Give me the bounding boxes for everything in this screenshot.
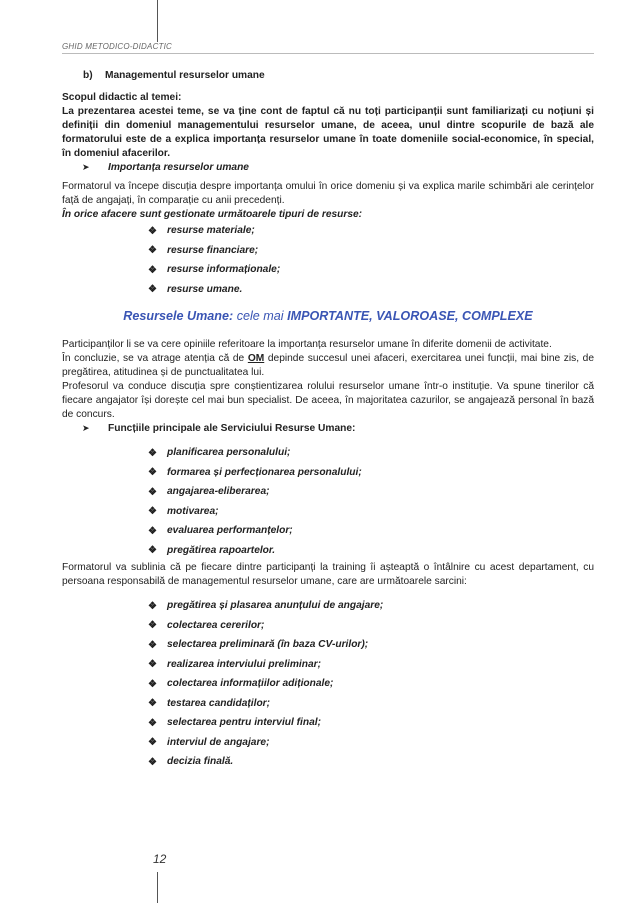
list-item: ❖ resurse informaționale; — [148, 264, 281, 276]
list-item: ❖ testarea candidaților; — [148, 697, 271, 710]
four-diamond-bullet-icon: ❖ — [148, 467, 157, 479]
importance-paragraph: Formatorul va începe discuția despre importanța omului în orice domeniu și va explica marile schimbări ale cerințelor față de angajați, în comparație cu anii precedenți. — [62, 180, 594, 206]
four-diamond-bullet-icon: ❖ — [148, 756, 157, 768]
four-diamond-bullet-icon: ❖ — [148, 264, 157, 276]
four-diamond-bullet-icon: ❖ — [148, 245, 157, 257]
functions-heading-text: Funcțiile principale ale Serviciului Resurse Umane: — [108, 422, 356, 434]
arrow-bullet-icon: ➤ — [82, 161, 90, 172]
banner-emphasis: IMPORTANTE, VALOROASE, COMPLEXE — [287, 308, 533, 323]
trainer-paragraph: Formatorul va sublinia că pe fiecare dintre participanți la training îi așteaptă o întâlnire cu acest departament, cu persoana responsabilă de managementul resurselor umane, care are următoarele sarcini: — [62, 561, 594, 587]
banner-middle: cele mai — [236, 308, 284, 323]
four-diamond-bullet-icon: ❖ — [148, 620, 157, 632]
list-item: ❖ colectarea informațiilor adiționale; — [148, 678, 334, 690]
header-rule — [62, 53, 594, 54]
four-diamond-bullet-icon: ❖ — [148, 225, 157, 237]
list-item: ❖ evaluarea performanțelor; — [148, 525, 293, 537]
list-item: ❖ selectarea pentru interviul final; — [148, 717, 321, 729]
functions-list — [62, 444, 594, 561]
tasks-list — [62, 597, 594, 773]
running-header: GHID METODICO-DIDACTIC — [62, 42, 173, 51]
participants-paragraph: Participanților li se va cere opiniile referitoare la importanța resurselor umane în diferite domenii de activitate. — [62, 338, 552, 350]
four-diamond-bullet-icon: ❖ — [148, 737, 157, 749]
highlight-banner — [62, 308, 594, 325]
four-diamond-bullet-icon: ❖ — [148, 545, 157, 557]
four-diamond-bullet-icon: ❖ — [148, 698, 157, 710]
functions-heading — [82, 422, 594, 436]
list-item: ❖ motivarea; — [148, 505, 219, 518]
four-diamond-bullet-icon: ❖ — [148, 717, 157, 729]
four-diamond-bullet-icon: ❖ — [148, 284, 157, 296]
list-item: ❖ decizia finală. — [148, 756, 234, 768]
list-item: ❖ resurse umane. — [148, 283, 243, 296]
section-label: b) — [83, 70, 93, 81]
arrow-bullet-icon: ➤ — [82, 422, 90, 433]
section-title: Managementul resurselor umane — [105, 70, 265, 81]
four-diamond-bullet-icon: ❖ — [148, 447, 157, 459]
list-item: ❖ angajarea-eliberarea; — [148, 486, 270, 498]
conclusion-paragraph: În concluzie, se va atrage atenția că de OM depinde succesul unei afaceri, exercitarea unei funcții, mai bine zis, de pregătirea, atitudinea și de punctualitatea lui. — [62, 352, 594, 378]
list-item: ❖ selectarea preliminară (în baza CV-urilor); — [148, 639, 369, 651]
importance-heading-text: Importanța resurselor umane — [108, 161, 249, 173]
section-heading — [83, 69, 594, 83]
list-item: ❖ pregătirea și plasarea anunțului de angajare; — [148, 600, 384, 612]
four-diamond-bullet-icon: ❖ — [148, 486, 157, 498]
list-item: ❖ pregătirea rapoartelor. — [148, 544, 276, 557]
banner-lead: Resursele Umane: — [123, 308, 234, 323]
list-item: ❖ resurse financiare; — [148, 244, 259, 257]
four-diamond-bullet-icon: ❖ — [148, 678, 157, 690]
four-diamond-bullet-icon: ❖ — [148, 639, 157, 651]
resources-list — [62, 222, 594, 300]
professor-paragraph: Profesorul va conduce discuția spre conștientizarea rolului resurselor umane într-o instituție. Va spune tinerilor că fiecare angajator își dorește cel mai bun specialist. De aceea, în majoritatea cazurilor, se angajează personal în bază de concurs. — [62, 380, 594, 420]
om-emphasis: OM — [247, 352, 265, 364]
four-diamond-bullet-icon: ❖ — [148, 600, 157, 612]
page-number: 12 — [153, 852, 167, 866]
importance-heading — [82, 161, 594, 175]
scope-paragraph: La prezentarea acestei teme, se va ține cont de faptul că nu toți participanții sunt familiarizați cu noțiuni și definiții din domeniul managementului resurselor umane, de aceea, unul dintre scopurile de bază ale formatorului este de a explica importanța resurselor umane în toate domeniile social-economice, în special, în domeniul afacerilor. — [62, 105, 594, 159]
list-item: ❖ planificarea personalului; — [148, 447, 291, 459]
four-diamond-bullet-icon: ❖ — [148, 659, 157, 671]
resources-intro: În orice afacere sunt gestionate următoarele tipuri de resurse: — [62, 208, 363, 220]
bottom-divider-line — [157, 872, 158, 903]
list-item: ❖ interviul de angajare; — [148, 736, 270, 749]
list-item: ❖ colectarea cererilor; — [148, 619, 265, 632]
list-item: ❖ formarea și perfecționarea personalului; — [148, 466, 362, 479]
scope-heading: Scopul didactic al temei: — [62, 91, 182, 103]
list-item: ❖ resurse materiale; — [148, 225, 255, 237]
list-item: ❖ realizarea interviului preliminar; — [148, 658, 322, 671]
page-content — [62, 69, 594, 772]
four-diamond-bullet-icon: ❖ — [148, 525, 157, 537]
four-diamond-bullet-icon: ❖ — [148, 506, 157, 518]
top-divider-line — [157, 0, 158, 42]
